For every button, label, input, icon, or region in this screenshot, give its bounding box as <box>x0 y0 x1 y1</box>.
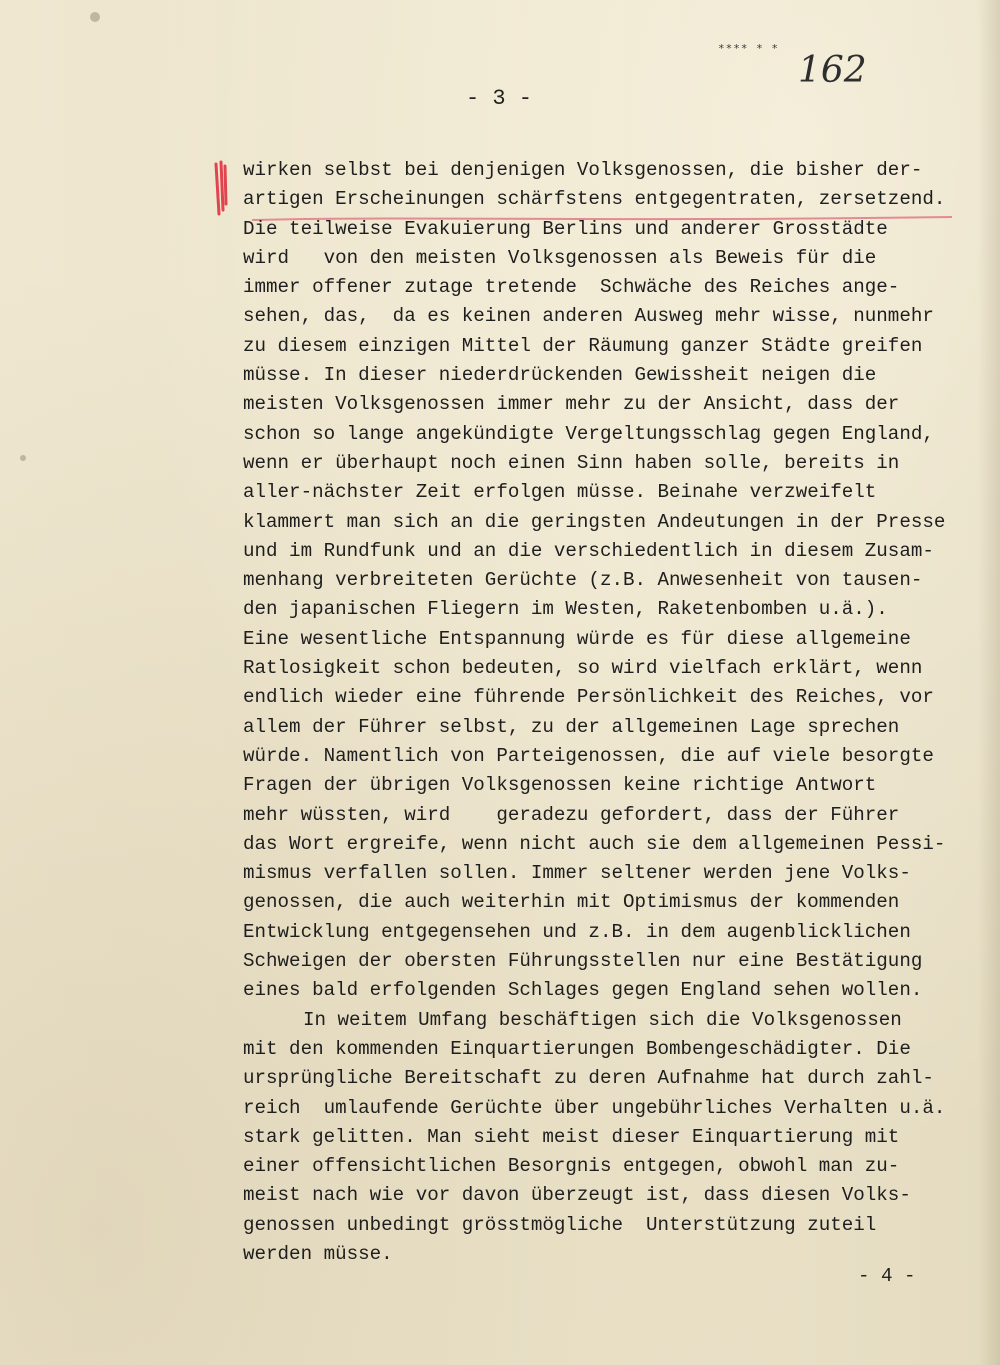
text-line: wenn er überhaupt noch einen Sinn haben solle, bereits in <box>243 451 900 474</box>
text-line: würde. Namentlich von Parteigenossen, die auf viele besorgte <box>243 744 934 767</box>
red-pencil-margin-mark <box>212 160 230 218</box>
paper-edge-shadow <box>978 0 1000 1365</box>
page-number: - 3 - <box>466 86 533 111</box>
text-line: sehen, das, da es keinen anderen Ausweg mehr wisse, nunmehr <box>243 305 934 328</box>
folio-number: 162 <box>798 50 867 91</box>
text-line: zu diesem einzigen Mittel der Räumung ganzer Städte greifen <box>243 334 923 357</box>
typed-body-text <box>243 156 963 1269</box>
text-line: genossen unbedingt grösstmögliche Unterstützung zuteil <box>243 1213 877 1236</box>
text-line: werden müsse. <box>243 1242 393 1265</box>
text-line: immer offener zutage tretende Schwäche des Reiches ange- <box>243 276 900 299</box>
archive-stamp: **** * * <box>718 42 779 55</box>
text-line: schon so lange angekündigte Vergeltungsschlag gegen England, <box>243 422 934 445</box>
text-line: mehr wüssten, wird geradezu gefordert, dass der Führer <box>243 803 900 826</box>
text-line: reich umlaufende Gerüchte über ungebührliches Verhalten u.ä. <box>243 1096 946 1119</box>
text-line: den japanischen Fliegern im Westen, Raketenbomben u.ä.). <box>243 598 888 621</box>
paragraph-first-line: In weitem Umfang beschäftigen sich die Volksgenossen <box>303 1008 902 1031</box>
text-line: meisten Volksgenossen immer mehr zu der Ansicht, dass der <box>243 393 900 416</box>
text-line: aller-nächster Zeit erfolgen müsse. Beinahe verzweifelt <box>243 481 877 504</box>
text-line: Schweigen der obersten Führungsstellen nur eine Bestätigung <box>243 950 923 973</box>
text-line: Fragen der übrigen Volksgenossen keine richtige Antwort <box>243 774 877 797</box>
text-line: wirken selbst bei denjenigen Volksgenossen, die bisher der- <box>243 159 923 181</box>
text-line: stark gelitten. Man sieht meist dieser Einquartierung mit <box>243 1125 900 1148</box>
text-line: klammert man sich an die geringsten Andeutungen in der Presse <box>243 510 946 533</box>
text-line: menhang verbreiteten Gerüchte (z.B. Anwesenheit von tausen- <box>243 569 923 592</box>
punch-hole-mark <box>20 455 26 461</box>
text-line: und im Rundfunk und an die verschiedentlich in diesem Zusam- <box>243 539 934 562</box>
text-line: Die teilweise Evakuierung Berlins und anderer Grosstädte <box>243 217 888 240</box>
text-line: artigen Erscheinungen schärfstens entgegentraten, zersetzend. <box>243 188 946 211</box>
text-line: wird von den meisten Volksgenossen als Beweis für die <box>243 246 877 269</box>
text-line: meist nach wie vor davon überzeugt ist, dass diesen Volks- <box>243 1184 911 1207</box>
text-line: Entwicklung entgegensehen und z.B. in dem augenblicklichen <box>243 920 911 943</box>
text-line: Eine wesentliche Entspannung würde es für diese allgemeine <box>243 627 911 650</box>
text-line: das Wort ergreife, wenn nicht auch sie dem allgemeinen Pessi- <box>243 832 946 855</box>
text-line: einer offensichtlichen Besorgnis entgegen, obwohl man zu- <box>243 1155 900 1178</box>
text-line: genossen, die auch weiterhin mit Optimismus der kommenden <box>243 891 900 914</box>
text-line: endlich wieder eine führende Persönlichkeit des Reiches, vor <box>243 686 934 709</box>
text-line: allem der Führer selbst, zu der allgemeinen Lage sprechen <box>243 715 900 738</box>
next-page-marker: - 4 - <box>858 1265 916 1287</box>
text-line: Ratlosigkeit schon bedeuten, so wird vielfach erklärt, wenn <box>243 657 923 680</box>
punch-hole-mark <box>90 12 100 22</box>
text-line: ursprüngliche Bereitschaft zu deren Aufnahme hat durch zahl- <box>243 1067 934 1090</box>
text-line: mismus verfallen sollen. Immer seltener werden jene Volks- <box>243 862 911 885</box>
text-line: mit den kommenden Einquartierungen Bombengeschädigter. Die <box>243 1037 911 1060</box>
text-line: müsse. In dieser niederdrückenden Gewissheit neigen die <box>243 364 877 387</box>
text-line: eines bald erfolgenden Schlages gegen England sehen wollen. <box>243 979 923 1002</box>
